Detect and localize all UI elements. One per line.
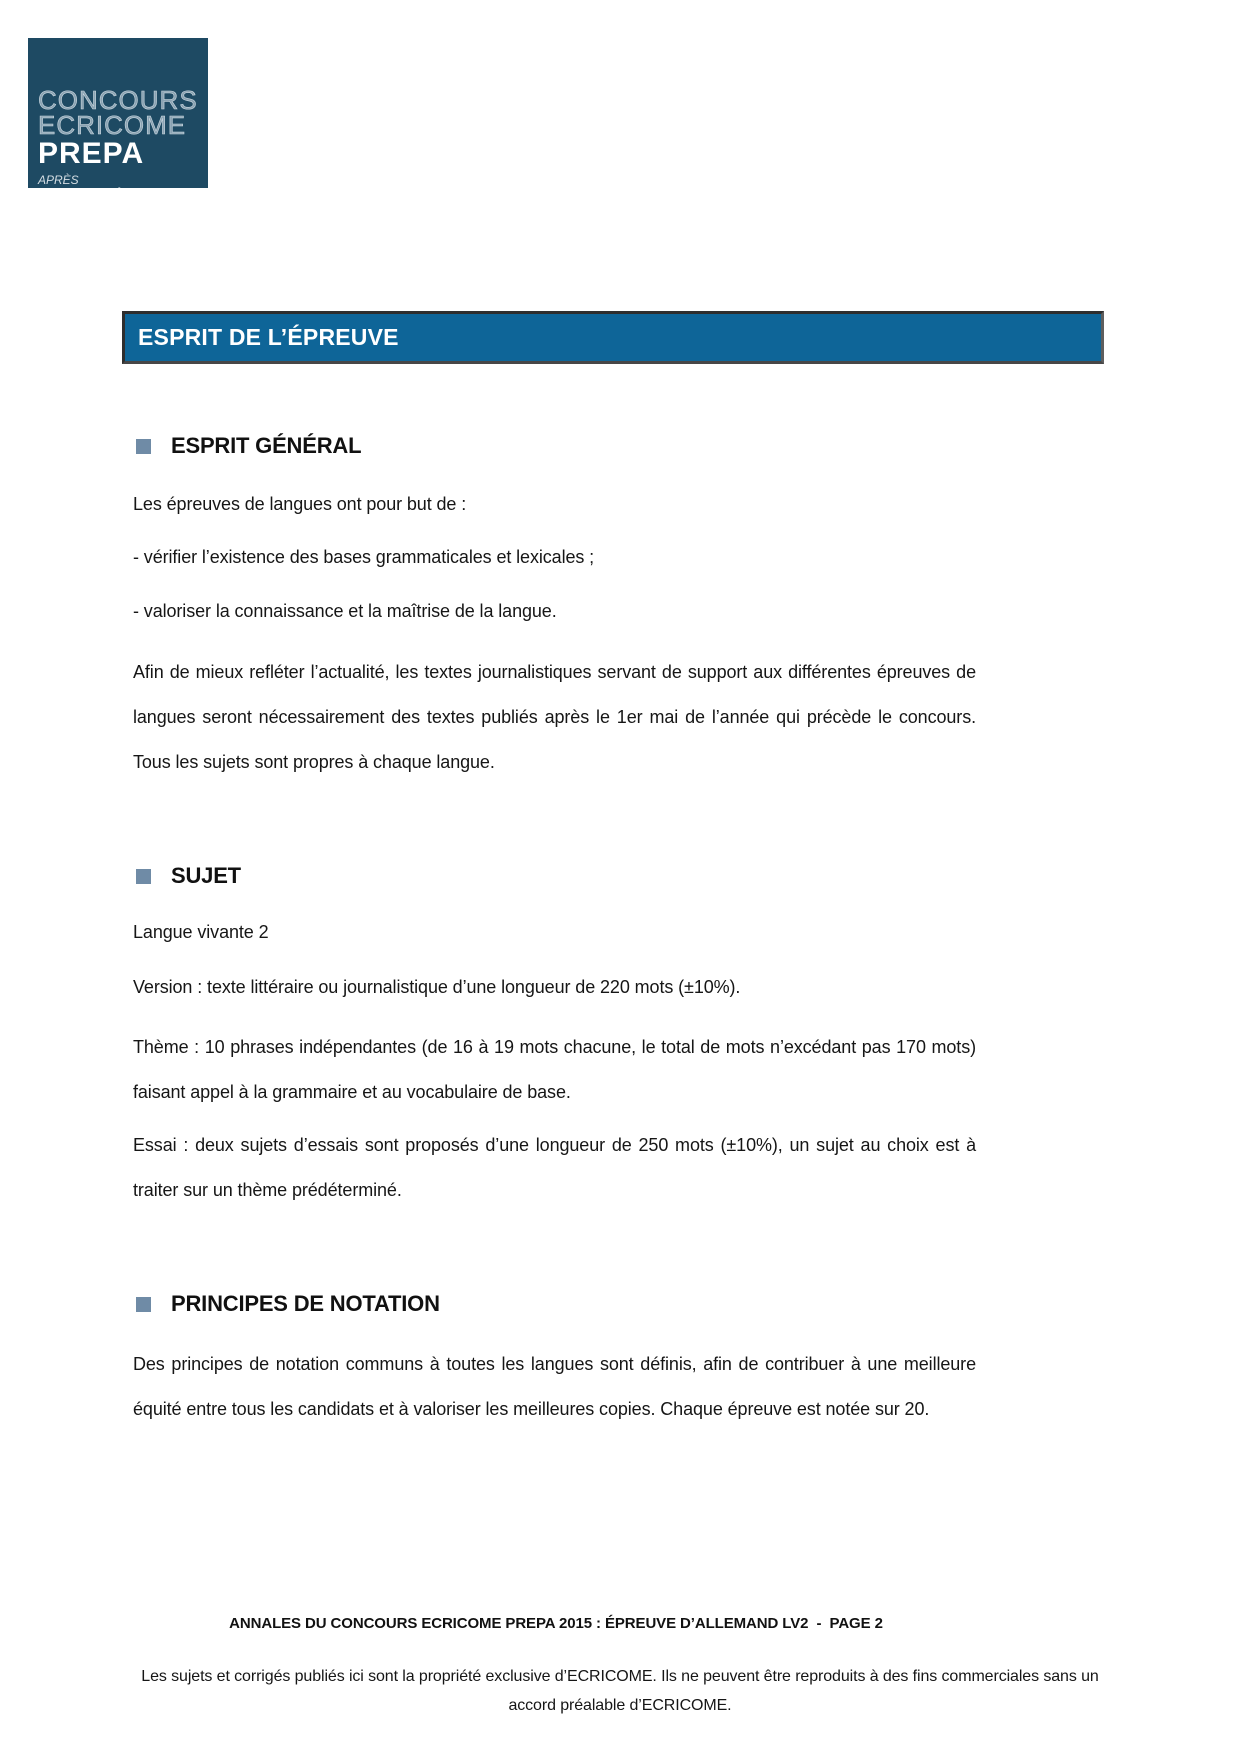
paragraph: Langue vivante 2	[133, 922, 269, 942]
square-bullet-icon	[136, 869, 151, 884]
logo-concours-text: CONCOURS	[38, 85, 198, 115]
logo-classe-preparatoire-text: CLASSE PRÉPARATOIRE	[38, 187, 196, 202]
page-title: ESPRIT DE L’ÉPREUVE	[138, 324, 399, 350]
paragraph: Version : texte littéraire ou journalistique d’une longueur de 220 mots (±10%).	[133, 977, 741, 997]
paragraph: - valoriser la connaissance et la maîtrise de la langue.	[133, 601, 557, 621]
section-heading-label: SUJET	[171, 863, 241, 888]
section-heading-sujet	[133, 862, 241, 890]
paragraph: Des principes de notation communs à toutes les langues sont définis, afin de contribuer à une meilleure équité entre tous les candidats et à valoriser les meilleures copies. Chaque épreuve est notée sur 20.	[133, 1354, 976, 1419]
footer-page-reference: ANNALES DU CONCOURS ECRICOME PREPA 2015 : ÉPREUVE D’ALLEMAND LV2 - PAGE 2	[229, 1615, 883, 1632]
section-heading-esprit-general	[133, 432, 361, 460]
square-bullet-icon	[136, 1297, 151, 1312]
paragraph: - vérifier l’existence des bases grammaticales et lexicales ;	[133, 547, 595, 567]
section-heading-label: ESPRIT GÉNÉRAL	[171, 433, 362, 458]
paragraph: Afin de mieux refléter l’actualité, les textes journalistiques servant de support aux différentes épreuves de langues seront nécessairement des textes publiés après le 1er mai de l’année qui précède le concours. Tous les sujets sont propres à chaque langue.	[133, 662, 976, 772]
paragraph: Essai : deux sujets d’essais sont proposés d’une longueur de 250 mots (±10%), un sujet au choix est à traiter sur un thème prédéterminé.	[133, 1135, 976, 1200]
logo-prepa-text: PREPA	[38, 137, 145, 170]
logo-ecricome-text: ECRICOME	[38, 110, 187, 140]
paragraph: Thème : 10 phrases indépendantes (de 16 à 19 mots chacune, le total de mots n’excédant pas 170 mots) faisant appel à la grammaire et au vocabulaire de base.	[133, 1037, 976, 1102]
page-title-banner	[122, 311, 1104, 364]
ecricome-logo	[28, 38, 208, 202]
square-bullet-icon	[136, 439, 151, 454]
logo-apres-text: APRÈS	[38, 173, 79, 187]
section-heading-label: PRINCIPES DE NOTATION	[171, 1291, 440, 1316]
section-heading-principes-de-notation	[133, 1290, 440, 1318]
paragraph: Les épreuves de langues ont pour but de :	[133, 494, 467, 514]
footer-copyright-note: Les sujets et corrigés publiés ici sont la propriété exclusive d’ECRICOME. Ils ne peuvent être reproduits à des fins commerciales sans un accord préalable d’ECRICOME.	[141, 1668, 1099, 1714]
